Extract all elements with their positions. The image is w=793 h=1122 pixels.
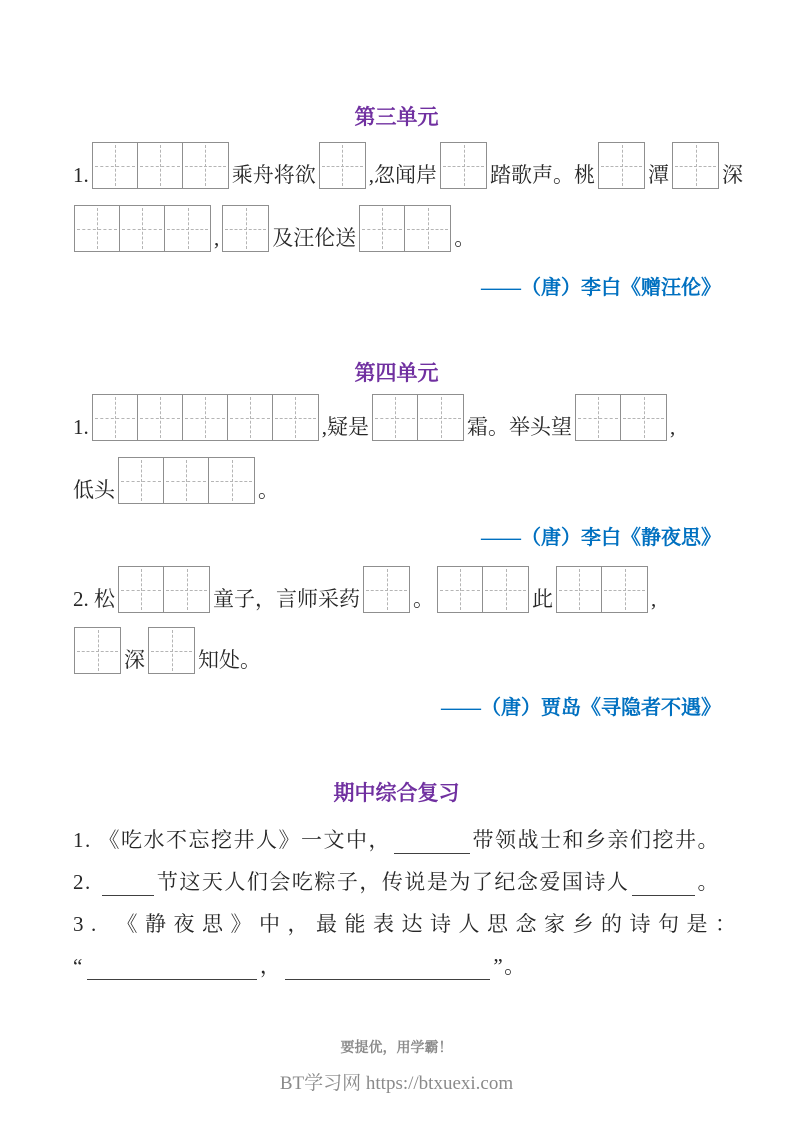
line-text: 1. xyxy=(73,415,89,439)
grid-cell xyxy=(441,143,486,188)
writing-grid xyxy=(372,394,464,441)
unit3-title: 第三单元 xyxy=(354,105,439,129)
line-text: ， xyxy=(259,954,283,978)
unit4-question2 xyxy=(72,566,721,674)
line-text: , xyxy=(670,415,676,439)
grid-cell xyxy=(138,395,183,440)
line-text: 。 xyxy=(454,226,476,250)
writing-grid xyxy=(672,142,719,189)
line-text: 。 xyxy=(413,587,434,611)
writing-grid xyxy=(148,627,195,674)
grid-cell xyxy=(599,143,644,188)
writing-grid xyxy=(118,566,210,613)
line-text: 潭 xyxy=(648,163,669,187)
writing-grid xyxy=(363,566,410,613)
line-text: 带领战士和乡亲们挖井。 xyxy=(472,828,720,852)
grid-cell xyxy=(164,567,209,612)
writing-grid xyxy=(222,205,269,252)
answer-blank xyxy=(285,954,490,980)
grid-cell xyxy=(483,567,528,612)
unit3-attribution: ——（唐）李白《赠汪伦》 xyxy=(481,277,721,299)
writing-grid xyxy=(92,142,229,189)
review-item xyxy=(72,906,744,938)
line-text: 及汪伦送 xyxy=(272,226,357,250)
line-text: 2. xyxy=(73,870,99,894)
line-text: , xyxy=(214,226,220,250)
review-item xyxy=(72,948,721,980)
writing-grid xyxy=(319,142,366,189)
fill-line xyxy=(72,566,721,613)
fill-line xyxy=(72,394,721,441)
review-item xyxy=(72,822,721,854)
writing-grid xyxy=(359,205,451,252)
fill-line xyxy=(72,627,721,674)
unit4-q1-attribution: ——（唐）李白《静夜思》 xyxy=(481,527,721,549)
line-text: ”。 xyxy=(493,954,527,978)
grid-cell xyxy=(557,567,602,612)
grid-cell xyxy=(209,458,254,503)
line-text: 霜。举头望 xyxy=(467,415,572,439)
writing-grid xyxy=(118,457,255,504)
grid-cell xyxy=(228,395,273,440)
line-text: 踏歌声。桃 xyxy=(490,163,595,187)
line-text: “ xyxy=(73,954,84,978)
line-text: 低头 xyxy=(73,478,115,502)
grid-cell xyxy=(149,628,194,673)
grid-cell xyxy=(165,206,210,251)
writing-grid xyxy=(575,394,667,441)
writing-grid xyxy=(74,627,121,674)
grid-cell xyxy=(183,143,228,188)
grid-cell xyxy=(360,206,405,251)
line-text: 。 xyxy=(258,478,279,502)
grid-cell xyxy=(320,143,365,188)
line-text: 乘舟将欲 xyxy=(231,163,316,187)
grid-cell xyxy=(120,206,165,251)
grid-cell xyxy=(405,206,450,251)
writing-grid xyxy=(74,205,211,252)
line-text: 深 xyxy=(124,648,145,672)
line-text: 1. 《吃水不忘挖井人》一文中， xyxy=(73,828,391,852)
grid-cell xyxy=(119,458,164,503)
grid-cell xyxy=(93,395,138,440)
unit4-title: 第四单元 xyxy=(354,361,439,385)
line-text: 。 xyxy=(697,870,720,894)
writing-grid xyxy=(440,142,487,189)
line-text: 知处。 xyxy=(198,648,261,672)
answer-blank xyxy=(87,954,257,980)
writing-grid xyxy=(92,394,319,441)
grid-cell xyxy=(621,395,666,440)
midterm-items xyxy=(72,822,744,980)
grid-cell xyxy=(373,395,418,440)
line-text: 2. 松 xyxy=(73,587,115,611)
writing-grid xyxy=(437,566,529,613)
line-text: 深 xyxy=(722,163,743,187)
writing-grid xyxy=(598,142,645,189)
fill-line xyxy=(72,205,721,252)
grid-cell xyxy=(93,143,138,188)
grid-cell xyxy=(75,628,120,673)
review-item xyxy=(72,864,721,896)
grid-cell xyxy=(438,567,483,612)
line-text: ,疑是 xyxy=(321,415,369,439)
answer-blank xyxy=(394,828,470,854)
footer-slogan: 要提优，用学霸！ xyxy=(340,1041,453,1056)
line-text: 3. 《静夜思》中，最能表达诗人思念家乡的诗句是： xyxy=(73,912,744,936)
grid-cell xyxy=(223,206,268,251)
line-text: 1. xyxy=(73,163,89,187)
grid-cell xyxy=(273,395,318,440)
grid-cell xyxy=(164,458,209,503)
line-text: , xyxy=(651,587,657,611)
unit4-question1 xyxy=(72,394,721,504)
fill-line xyxy=(72,457,721,504)
footer-site-link: BT学习网 https://btxuexi.com xyxy=(279,1073,514,1094)
grid-cell xyxy=(119,567,164,612)
grid-cell xyxy=(364,567,409,612)
midterm-title: 期中综合复习 xyxy=(333,781,460,805)
grid-cell xyxy=(138,143,183,188)
line-text: ,忽闻岸 xyxy=(368,163,437,187)
grid-cell xyxy=(418,395,463,440)
grid-cell xyxy=(183,395,228,440)
grid-cell xyxy=(576,395,621,440)
answer-blank xyxy=(632,870,694,896)
grid-cell xyxy=(75,206,120,251)
unit3-question1 xyxy=(72,142,743,252)
line-text: 童子，言师采药 xyxy=(213,587,360,611)
answer-blank xyxy=(102,870,154,896)
line-text: 节这天人们会吃粽子，传说是为了纪念爱国诗人 xyxy=(156,870,630,894)
fill-line xyxy=(72,142,743,189)
grid-cell xyxy=(602,567,647,612)
unit4-q2-attribution: ——（唐）贾岛《寻隐者不遇》 xyxy=(441,697,721,719)
grid-cell xyxy=(673,143,718,188)
line-text: 此 xyxy=(532,587,553,611)
writing-grid xyxy=(556,566,648,613)
